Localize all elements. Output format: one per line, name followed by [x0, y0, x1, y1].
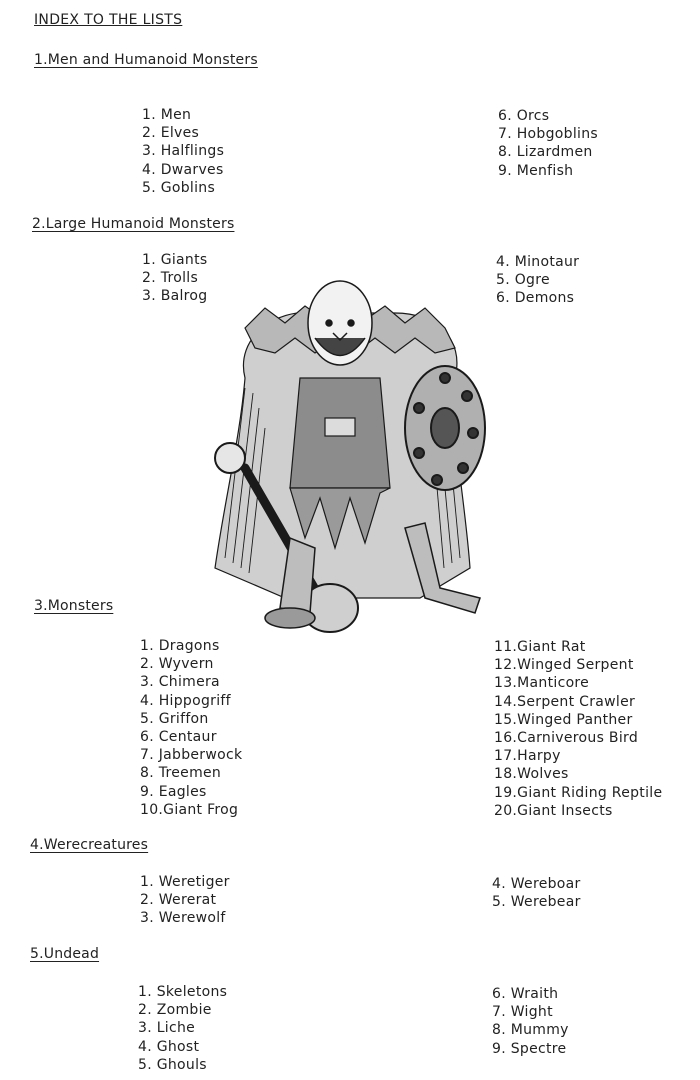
section-heading-undead: 5.Undead — [30, 946, 100, 962]
section-heading-werecreatures: 4.Werecreatures — [30, 837, 149, 853]
list-item: 19.Giant Riding Reptile — [494, 784, 663, 801]
list-item: 5. Griffon — [140, 710, 209, 727]
list-item: 18.Wolves — [494, 766, 569, 783]
section-4-right-list — [492, 875, 581, 911]
section-1-left-list — [142, 106, 224, 197]
list-item: 9. Spectre — [492, 1040, 567, 1057]
list-item: 8. Lizardmen — [498, 144, 593, 161]
list-item: 9. Menfish — [498, 162, 574, 179]
list-item: 5. Werebear — [492, 894, 581, 911]
list-item: 3. Liche — [138, 1020, 196, 1037]
page-title: INDEX TO THE LISTS — [34, 12, 183, 28]
list-item: 5. Ogre — [496, 272, 550, 289]
section-heading-men-humanoid: 1.Men and Humanoid Monsters — [34, 52, 258, 68]
list-item: 3. Werewolf — [140, 910, 226, 927]
list-item: 2. Wererat — [140, 892, 217, 909]
list-item: 2. Wyvern — [140, 656, 214, 673]
list-item: 4. Dwarves — [142, 161, 224, 178]
section-heading-large-humanoid: 2.Large Humanoid Monsters — [32, 216, 235, 232]
section-2-left-list — [142, 251, 207, 306]
list-item: 7. Jabberwock — [140, 747, 243, 764]
section-1-right-list — [498, 107, 598, 180]
list-item: 8. Treemen — [140, 765, 222, 782]
list-item: 1. Men — [142, 107, 192, 123]
section-2-right-list — [496, 253, 579, 308]
list-item: 1. Skeletons — [138, 984, 228, 1000]
head — [308, 281, 372, 365]
list-item: 1. Dragons — [140, 638, 220, 654]
section-4-left-list — [140, 873, 230, 928]
list-item: 2. Elves — [142, 125, 200, 142]
list-item: 11.Giant Rat — [494, 639, 586, 655]
list-item: 12.Winged Serpent — [494, 657, 634, 674]
list-item: 4. Hippogriff — [140, 692, 231, 709]
list-item: 15.Winged Panther — [494, 711, 633, 728]
list-item: 3. Balrog — [142, 288, 208, 305]
list-item: 4. Ghost — [138, 1038, 200, 1055]
list-item: 13.Manticore — [494, 675, 590, 692]
list-item: 2. Trolls — [142, 270, 199, 287]
section-3-right-list — [494, 638, 662, 820]
section-5-right-list — [492, 985, 569, 1058]
list-item: 6. Wraith — [492, 986, 559, 1002]
list-item: 8. Mummy — [492, 1022, 569, 1039]
list-item: 2. Zombie — [138, 1002, 212, 1019]
section-3-left-list — [140, 637, 242, 819]
list-item: 6. Centaur — [140, 729, 217, 746]
section-heading-monsters: 3.Monsters — [34, 598, 114, 614]
list-item: 16.Carniverous Bird — [494, 730, 639, 747]
list-item: 5. Goblins — [142, 179, 216, 196]
list-item: 3. Halflings — [142, 143, 225, 160]
giant-warrior-illustration — [205, 268, 500, 646]
list-item: 6. Demons — [496, 290, 575, 307]
list-item: 5. Ghouls — [138, 1056, 207, 1073]
section-5-left-list — [138, 983, 227, 1074]
list-item: 14.Serpent Crawler — [494, 693, 636, 710]
list-item: 3. Chimera — [140, 674, 220, 691]
list-item: 1. Giants — [142, 252, 208, 268]
list-item: 9. Eagles — [140, 783, 207, 800]
list-item: 1. Weretiger — [140, 874, 230, 890]
shield — [405, 366, 485, 490]
list-item: 20.Giant Insects — [494, 802, 613, 819]
list-item: 4. Wereboar — [492, 876, 581, 892]
list-item: 4. Minotaur — [496, 254, 580, 270]
list-item: 10.Giant Frog — [140, 801, 239, 818]
list-item: 6. Orcs — [498, 108, 550, 124]
list-item: 7. Hobgoblins — [498, 126, 598, 143]
list-item: 7. Wight — [492, 1004, 553, 1021]
list-item: 17.Harpy — [494, 748, 561, 765]
